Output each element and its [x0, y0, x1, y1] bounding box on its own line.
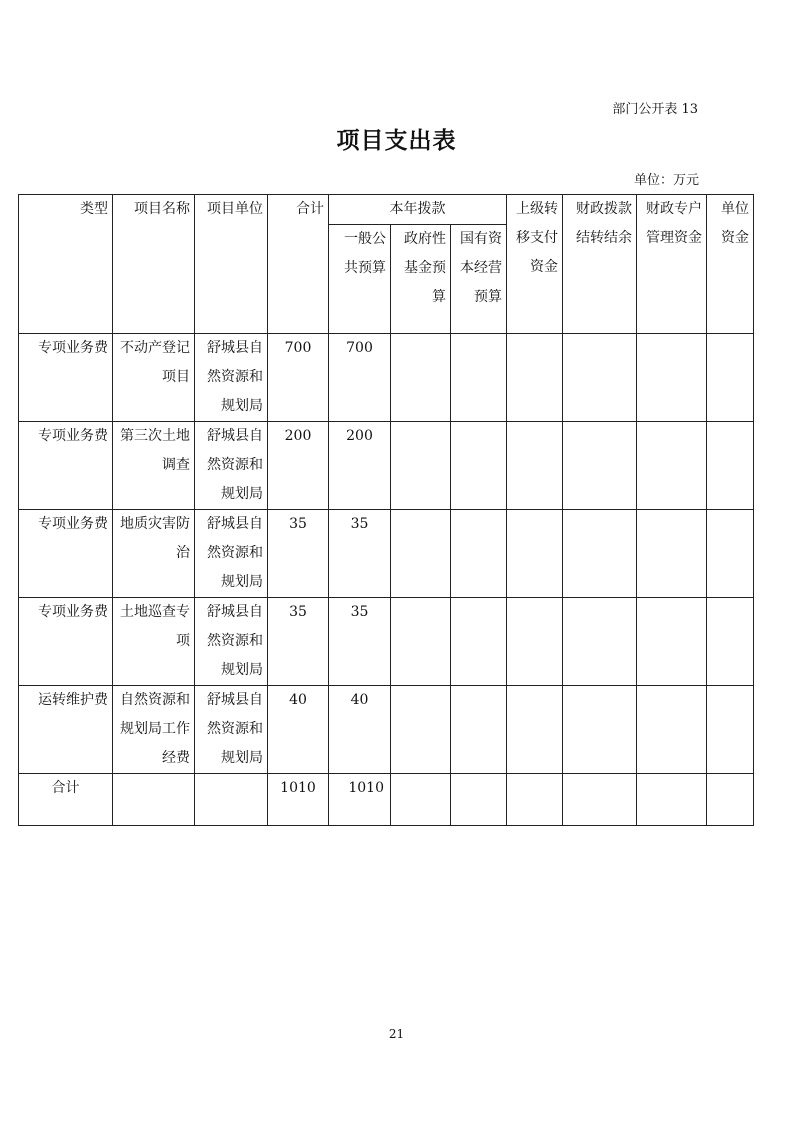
total-label: 合计: [19, 774, 113, 826]
table-row: [19, 598, 754, 686]
total-row: [19, 774, 754, 826]
header-total: 合计: [268, 195, 329, 334]
project-expenditure-table: [18, 194, 754, 826]
table-row: [19, 334, 754, 422]
cell-project-name: 不动产登记项目: [113, 334, 195, 422]
cell-general-budget: 35: [329, 510, 391, 598]
table-row: [19, 510, 754, 598]
unit-label: 单位：万元: [633, 173, 699, 188]
header-unit-funds: 单位资金: [707, 195, 754, 334]
cell-project-unit: 舒城县自然资源和规划局: [195, 422, 268, 510]
cell-project-unit: 舒城县自然资源和规划局: [195, 334, 268, 422]
header-gov-fund: 政府性基金预算: [391, 225, 451, 334]
cell-project-name: 土地巡查专项: [113, 598, 195, 686]
cell-total: 40: [268, 686, 329, 774]
page-number: 21: [388, 1027, 405, 1041]
cell-project-unit: 舒城县自然资源和规划局: [195, 598, 268, 686]
cell-project-name: 第三次土地调查: [113, 422, 195, 510]
header-project-name: 项目名称: [113, 195, 195, 334]
cell-type: 专项业务费: [19, 598, 113, 686]
header-current-year: 本年拨款: [329, 195, 507, 225]
header-special-account: 财政专户管理资金: [637, 195, 707, 334]
header-general-budget: 一般公共预算: [329, 225, 391, 334]
cell-total: 700: [268, 334, 329, 422]
cell-general-budget: 40: [329, 686, 391, 774]
header-state-capital: 国有资本经营预算: [451, 225, 507, 334]
cell-project-name: 自然资源和规划局工作经费: [113, 686, 195, 774]
header-upper-transfer: 上级转移支付资金: [507, 195, 563, 334]
total-general-budget: 1010: [329, 774, 391, 826]
cell-general-budget: 700: [329, 334, 391, 422]
cell-project-unit: 舒城县自然资源和规划局: [195, 510, 268, 598]
header-carryover: 财政拨款结转结余: [563, 195, 637, 334]
cell-type: 专项业务费: [19, 334, 113, 422]
table-row: [19, 686, 754, 774]
cell-type: 运转维护费: [19, 686, 113, 774]
cell-total: 35: [268, 510, 329, 598]
page-tag: 部门公开表 13: [612, 102, 698, 117]
page-title: 项目支出表: [336, 128, 457, 154]
cell-total: 200: [268, 422, 329, 510]
cell-general-budget: 200: [329, 422, 391, 510]
table-row: [19, 422, 754, 510]
cell-project-unit: 舒城县自然资源和规划局: [195, 686, 268, 774]
header-type: 类型: [19, 195, 113, 334]
cell-type: 专项业务费: [19, 510, 113, 598]
cell-total: 35: [268, 598, 329, 686]
cell-type: 专项业务费: [19, 422, 113, 510]
cell-general-budget: 35: [329, 598, 391, 686]
total-amount: 1010: [268, 774, 329, 826]
cell-project-name: 地质灾害防治: [113, 510, 195, 598]
header-project-unit: 项目单位: [195, 195, 268, 334]
